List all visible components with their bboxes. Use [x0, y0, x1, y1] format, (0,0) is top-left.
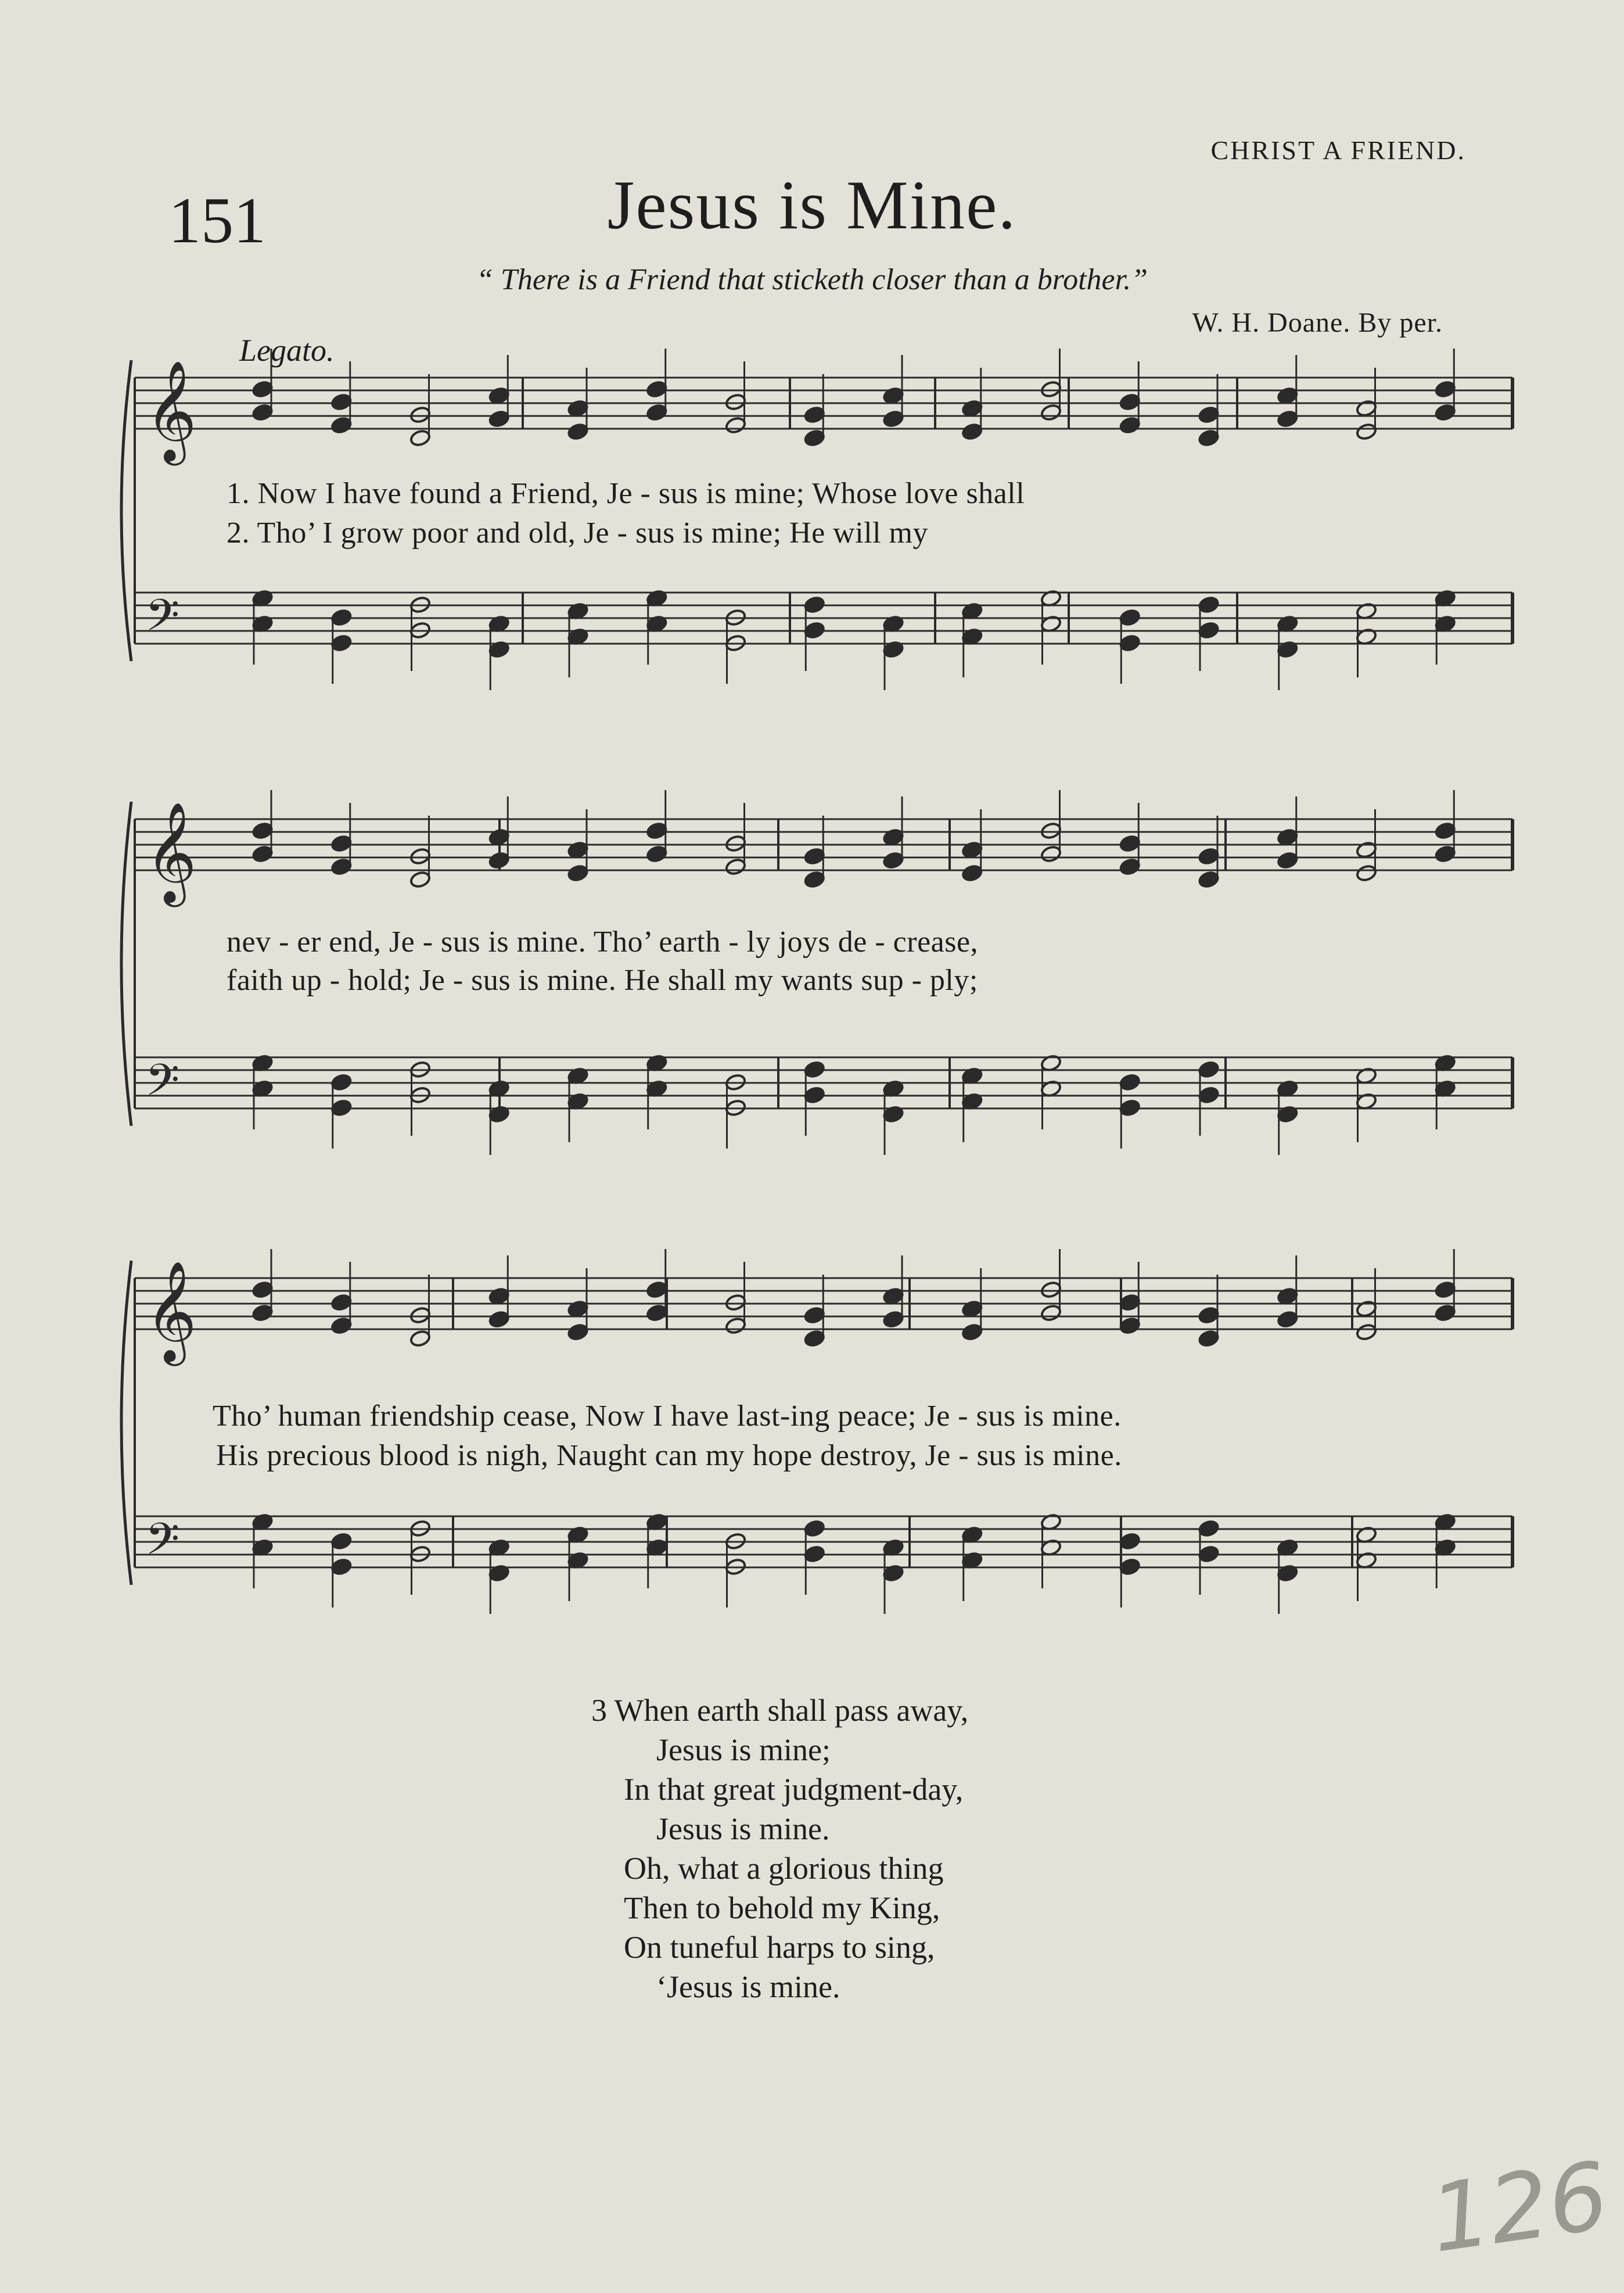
- note-head: [488, 851, 510, 870]
- lyrics-system-3-verse-1: Tho’ human friendship cease, Now I have last-ing peace; Je - sus is mine.: [213, 1400, 1122, 1433]
- lyrics-system-2-verse-1: nev - er end, Je - sus is mine. Tho’ earth - ly joys de - crease,: [227, 925, 979, 959]
- note-head: [1119, 1532, 1141, 1551]
- note-head: [803, 1086, 825, 1104]
- note-head: [1356, 841, 1378, 859]
- note-head: [1277, 851, 1299, 870]
- note-head: [803, 1545, 825, 1563]
- note-head: [1434, 845, 1456, 863]
- note-head: [330, 834, 353, 853]
- note-head: [1198, 1329, 1220, 1348]
- note-head: [1277, 410, 1299, 428]
- note-head: [567, 399, 589, 418]
- note-head: [488, 828, 510, 846]
- note-head: [1434, 380, 1456, 399]
- note-head: [251, 845, 274, 863]
- note-head: [1040, 380, 1062, 399]
- note-head: [803, 429, 825, 447]
- note-head: [1277, 386, 1299, 405]
- note-head: [803, 1329, 825, 1348]
- tempo-marking: Legato.: [239, 333, 335, 368]
- composer-credit: W. H. Doane. By per.: [1192, 307, 1443, 338]
- epigraph: “ There is a Friend that sticketh closer than a brother.”: [476, 263, 1148, 296]
- stanza-line: On tuneful harps to sing,: [624, 1930, 935, 1965]
- note-head: [251, 403, 274, 422]
- lyrics-system-3-verse-2: His precious blood is nigh, Naught can my hope destroy, Je - sus is mine.: [216, 1439, 1122, 1472]
- note-head: [1040, 1280, 1062, 1299]
- stanza-line: In that great judgment-day,: [624, 1772, 964, 1807]
- note-head: [961, 422, 983, 441]
- note-head: [961, 864, 983, 882]
- lyrics-system-2-verse-2: faith up - hold; Je - sus is mine. He shall my wants sup - ply;: [227, 964, 978, 997]
- note-head: [882, 851, 904, 870]
- note-head: [1198, 406, 1220, 424]
- note-head: [803, 406, 825, 424]
- note-head: [330, 1532, 353, 1551]
- note-head: [488, 410, 510, 428]
- note-head: [803, 870, 825, 889]
- note-head: [961, 399, 983, 418]
- note-head: [882, 828, 904, 846]
- bass-clef-icon: 𝄢: [145, 1513, 180, 1576]
- note-head: [1198, 1086, 1220, 1104]
- stanza-line: ‘Jesus is mine.: [656, 1969, 840, 2004]
- note-head: [251, 821, 274, 840]
- note-head: [803, 1519, 825, 1538]
- note-head: [1119, 1316, 1141, 1335]
- note-head: [1198, 1519, 1220, 1538]
- note-head: [1198, 595, 1220, 614]
- note-head: [330, 1073, 353, 1092]
- note-head: [1198, 1545, 1220, 1563]
- note-head: [1119, 393, 1141, 411]
- note-head: [882, 1287, 904, 1305]
- note-head: [1356, 864, 1378, 882]
- note-head: [1356, 1300, 1378, 1318]
- note-head: [1356, 1323, 1378, 1341]
- note-head: [646, 403, 668, 422]
- section-title: CHRIST A FRIEND.: [1210, 135, 1466, 165]
- note-head: [409, 847, 432, 866]
- note-head: [251, 1304, 274, 1322]
- system-brace: [121, 802, 131, 1126]
- note-head: [1198, 847, 1220, 866]
- note-head: [725, 416, 747, 435]
- note-head: [1277, 828, 1299, 846]
- note-head: [1040, 1304, 1062, 1322]
- lyrics-system-1-verse-1: 1. Now I have found a Friend, Je - sus is mine; Whose love shall: [227, 477, 1025, 510]
- note-head: [409, 1329, 432, 1348]
- note-head: [409, 429, 432, 447]
- note-head: [803, 847, 825, 866]
- note-head: [567, 422, 589, 441]
- note-head: [488, 1310, 510, 1329]
- note-head: [882, 410, 904, 428]
- note-head: [961, 841, 983, 859]
- note-head: [488, 1287, 510, 1305]
- note-head: [409, 406, 432, 424]
- treble-clef-icon: 𝄞: [145, 1261, 197, 1362]
- note-head: [803, 595, 825, 614]
- note-head: [330, 857, 353, 876]
- note-head: [882, 386, 904, 405]
- note-head: [1119, 1073, 1141, 1092]
- note-head: [646, 1304, 668, 1322]
- note-head: [1119, 1099, 1141, 1117]
- note-head: [1119, 634, 1141, 652]
- note-head: [1119, 834, 1141, 853]
- note-head: [646, 1280, 668, 1299]
- note-head: [330, 393, 353, 411]
- note-head: [567, 864, 589, 882]
- note-head: [725, 1316, 747, 1335]
- note-head: [1198, 621, 1220, 640]
- note-head: [1040, 845, 1062, 863]
- note-head: [1119, 1293, 1141, 1312]
- stanza-line: Oh, what a glorious thing: [624, 1851, 944, 1886]
- note-head: [882, 1310, 904, 1329]
- note-head: [330, 608, 353, 627]
- bass-clef-icon: 𝄢: [145, 1054, 180, 1117]
- note-head: [330, 1316, 353, 1335]
- note-head: [1434, 821, 1456, 840]
- note-head: [251, 380, 274, 399]
- note-head: [409, 1306, 432, 1325]
- lyrics-system-1-verse-2: 2. Tho’ I grow poor and old, Je - sus is mine; He will my: [227, 516, 928, 550]
- note-head: [251, 1280, 274, 1299]
- note-head: [961, 1300, 983, 1318]
- note-head: [646, 845, 668, 863]
- note-head: [725, 834, 747, 853]
- note-head: [803, 1306, 825, 1325]
- treble-clef-icon: 𝄞: [145, 802, 197, 903]
- note-head: [567, 1300, 589, 1318]
- note-head: [725, 393, 747, 411]
- stanza-line: Jesus is mine.: [656, 1811, 830, 1846]
- hymn-title: Jesus is Mine.: [607, 166, 1017, 243]
- stanza-3: [591, 1691, 968, 2007]
- note-head: [567, 1323, 589, 1341]
- note-head: [1198, 1306, 1220, 1325]
- note-head: [1356, 422, 1378, 441]
- note-head: [1198, 429, 1220, 447]
- note-head: [646, 380, 668, 399]
- note-head: [330, 1293, 353, 1312]
- note-head: [330, 1558, 353, 1576]
- hymn-number: 151: [168, 185, 266, 257]
- note-head: [330, 634, 353, 652]
- stanza-line: 3 When earth shall pass away,: [591, 1693, 969, 1728]
- note-head: [1356, 399, 1378, 418]
- note-head: [409, 870, 432, 889]
- note-head: [803, 1060, 825, 1079]
- bass-clef-icon: 𝄢: [145, 590, 180, 652]
- note-head: [488, 386, 510, 405]
- stanza-line: Then to behold my King,: [624, 1890, 940, 1925]
- note-head: [330, 1099, 353, 1117]
- note-head: [1434, 403, 1456, 422]
- note-head: [1119, 608, 1141, 627]
- note-head: [1040, 403, 1062, 422]
- note-head: [646, 821, 668, 840]
- note-head: [1277, 1287, 1299, 1305]
- note-head: [567, 841, 589, 859]
- note-head: [1119, 857, 1141, 876]
- system-brace: [121, 360, 131, 661]
- note-head: [961, 1323, 983, 1341]
- note-head: [1434, 1280, 1456, 1299]
- note-head: [725, 1293, 747, 1312]
- note-head: [803, 621, 825, 640]
- note-head: [1119, 416, 1141, 435]
- treble-clef-icon: 𝄞: [145, 360, 197, 461]
- note-head: [1040, 821, 1062, 840]
- note-head: [725, 857, 747, 876]
- handwritten-page-mark: 126: [1424, 2141, 1615, 2274]
- stanza-line: Jesus is mine;: [656, 1732, 831, 1767]
- note-head: [1434, 1304, 1456, 1322]
- note-head: [1119, 1558, 1141, 1576]
- note-head: [1198, 1060, 1220, 1079]
- note-head: [1277, 1310, 1299, 1329]
- note-head: [1198, 870, 1220, 889]
- system-brace: [121, 1261, 131, 1585]
- note-head: [330, 416, 353, 435]
